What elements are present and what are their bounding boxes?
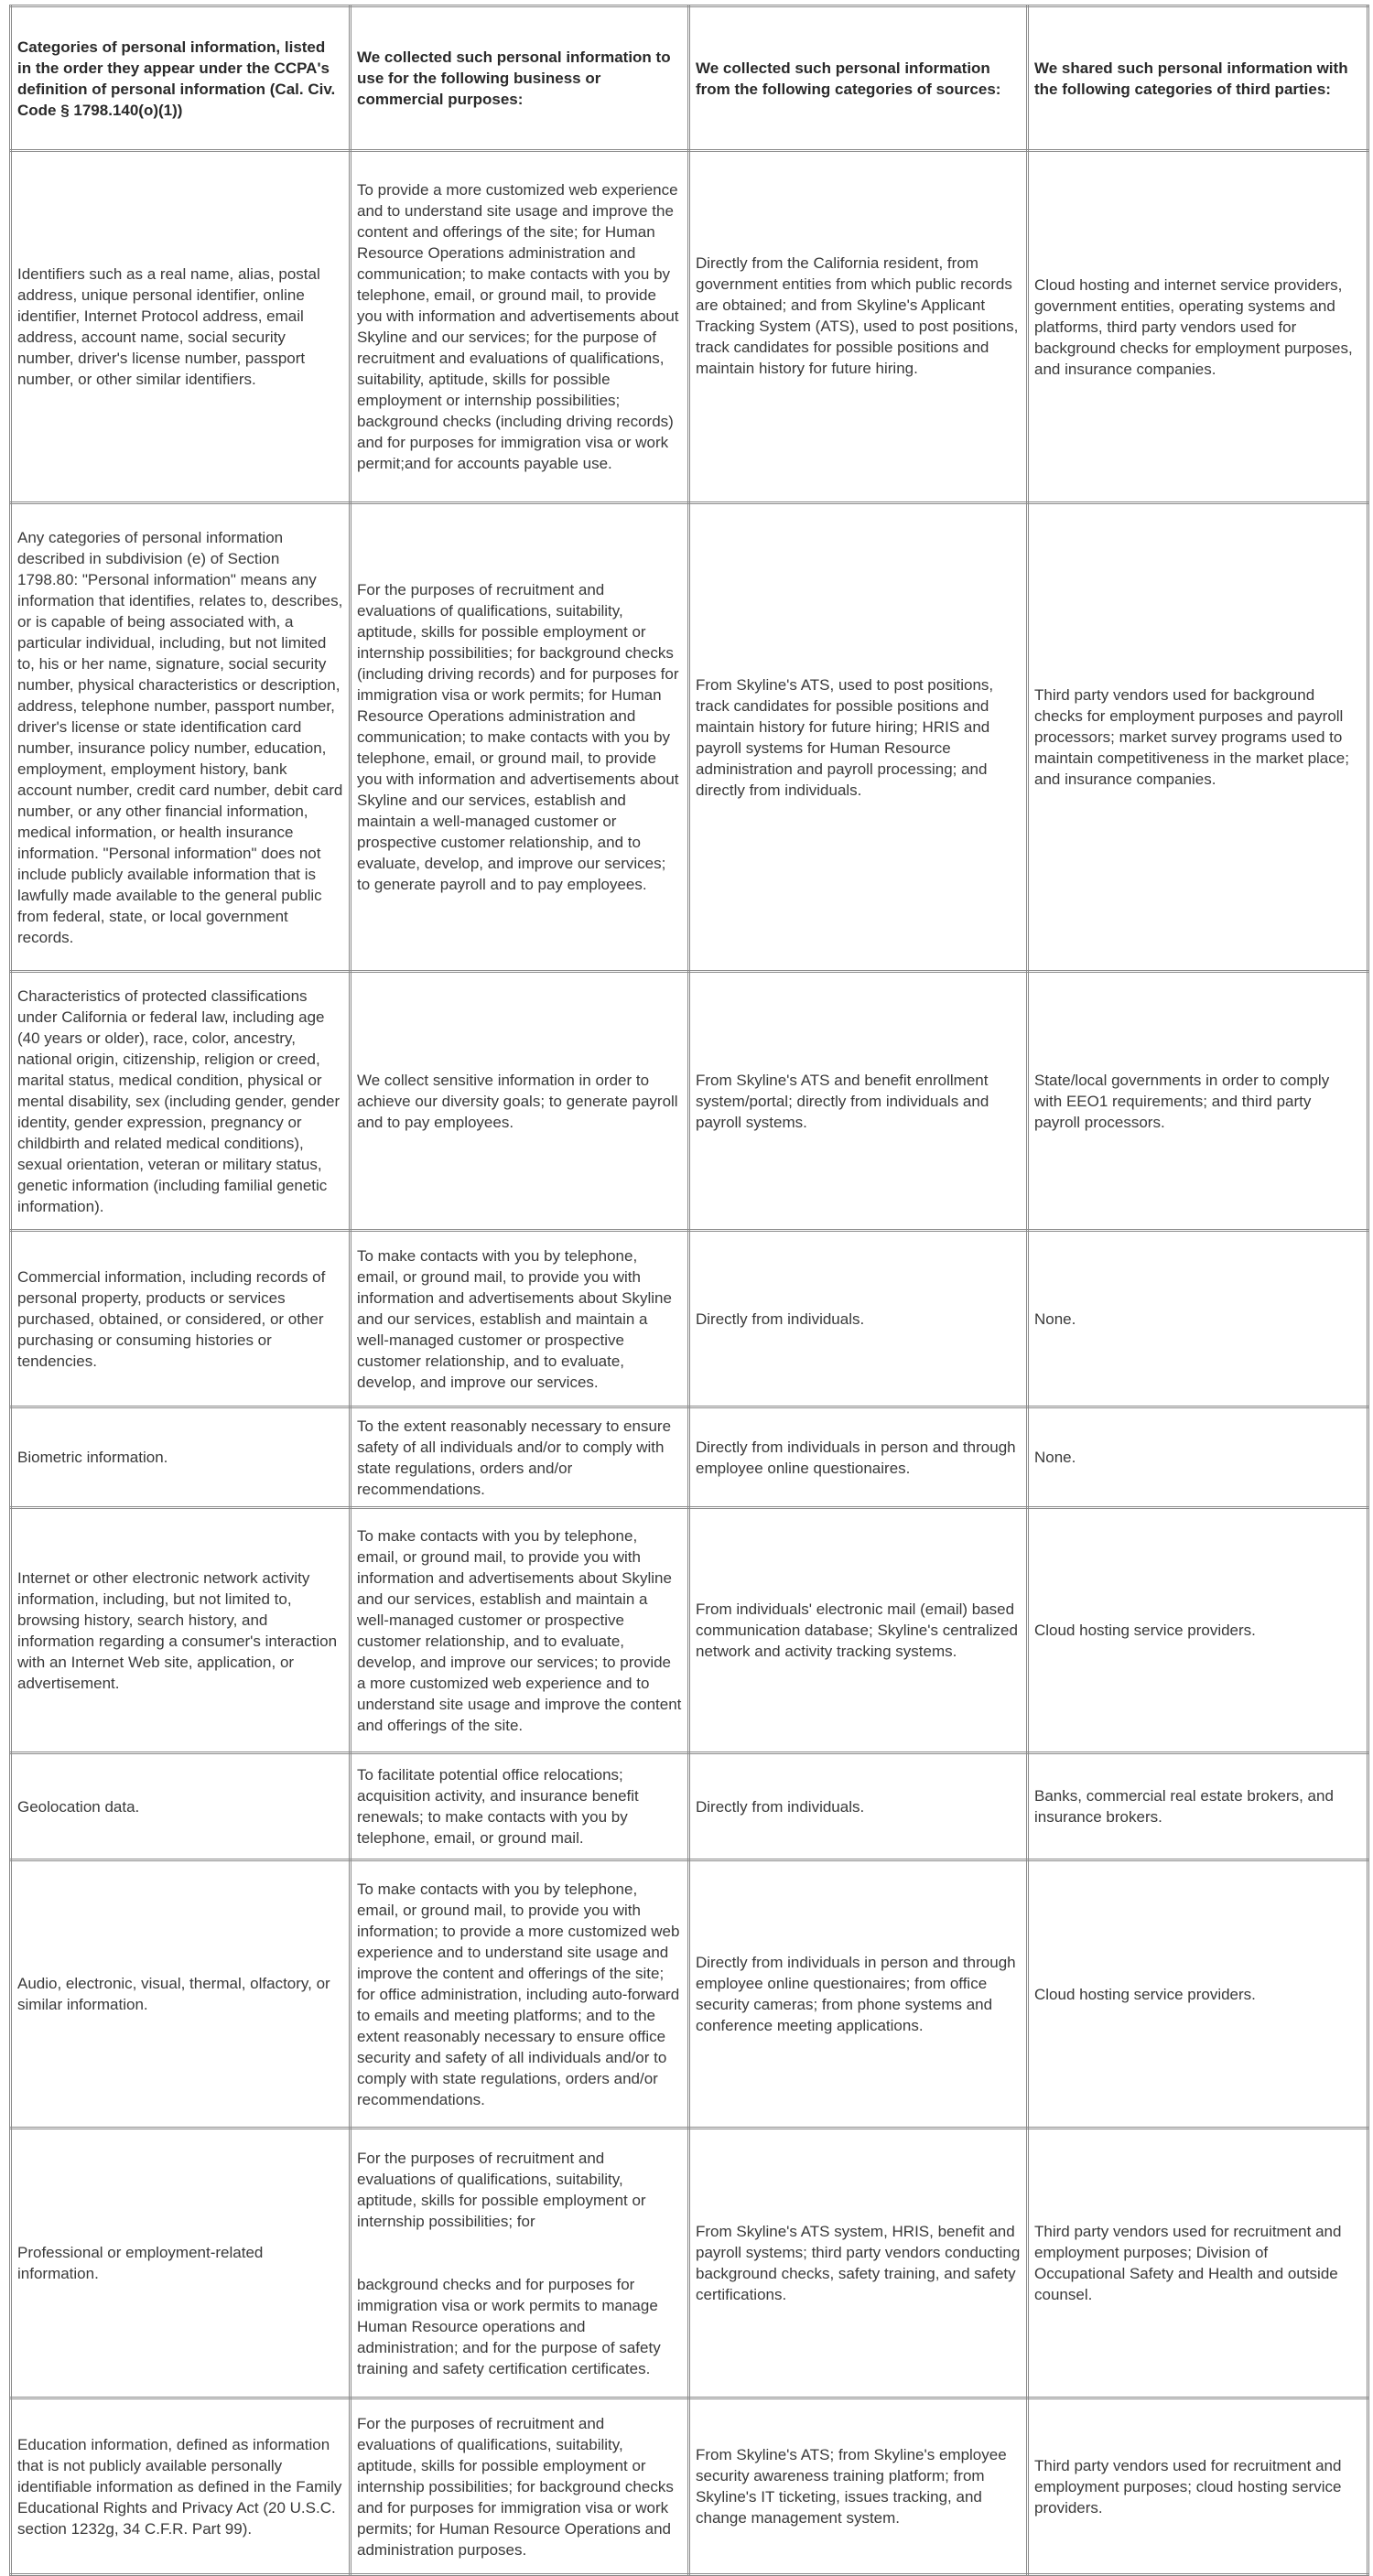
category-cell: Audio, electronic, visual, thermal, olfactory, or similar information. — [11, 1860, 351, 2129]
table-row — [11, 151, 1368, 503]
third-parties-cell: Cloud hosting service providers. — [1028, 1860, 1368, 2129]
table-row — [11, 1860, 1368, 2129]
purposes-cell: To the extent reasonably necessary to ensure safety of all individuals and/or to comply with state regulations, orders and/or recommendations. — [351, 1407, 689, 1508]
third-parties-cell: Third party vendors used for background checks for employment purposes and payroll processors; market survey programs used to maintain competitiveness in the market place; and insurance companies. — [1028, 503, 1368, 972]
purposes-cell: For the purposes of recruitment and evaluations of qualifications, suitability, aptitude, skills for possible employment or internship possibilities; for background checks and for purposes for immigration visa or work permits; for Human Resource Operations and administration purposes. — [351, 2398, 689, 2575]
sources-cell: Directly from individuals in person and through employee online questionaires; from office security cameras; from phone systems and conference meeting applications. — [689, 1860, 1028, 2129]
third-parties-cell: None. — [1028, 1231, 1368, 1407]
sources-cell: From Skyline's ATS system, HRIS, benefit and payroll systems; third party vendors conducting background checks, safety training, and safety certifications. — [689, 2129, 1028, 2398]
category-cell: Commercial information, including records of personal property, products or services purchased, obtained, or considered, or other purchasing or consuming histories or tendencies. — [11, 1231, 351, 1407]
category-cell: Professional or employment-related information. — [11, 2129, 351, 2398]
ccpa-disclosure-table — [9, 5, 1369, 2576]
third-parties-cell: Banks, commercial real estate brokers, and insurance brokers. — [1028, 1753, 1368, 1860]
category-cell: Biometric information. — [11, 1407, 351, 1508]
table-row — [11, 2398, 1368, 2575]
table-row — [11, 1753, 1368, 1860]
purposes-cell: To facilitate potential office relocations; acquisition activity, and insurance benefit renewals; to make contacts with you by telephone, email, or ground mail. — [351, 1753, 689, 1860]
purposes-cell: For the purposes of recruitment and evaluations of qualifications, suitability, aptitude, skills for possible employment or internship possibilities; for background checks (including driving records) and for purposes for immigration visa or work permits; for Human Resource Operations administration and communication; to make contacts with you by telephone, email, or ground mail, to provide you with information and advertisements about Skyline and our services, establish and maintain a well-managed customer or prospective customer relationship, and to evaluate, develop, and improve our services; to generate payroll and to pay employees. — [351, 503, 689, 972]
header-purposes: We collected such personal information to use for the following business or commercial purposes: — [351, 6, 689, 151]
sources-cell: Directly from individuals. — [689, 1753, 1028, 1860]
third-parties-cell: Third party vendors used for recruitment and employment purposes; cloud hosting service providers. — [1028, 2398, 1368, 2575]
header-sources: We collected such personal information from the following categories of sources: — [689, 6, 1028, 151]
purposes-cell — [351, 2129, 689, 2398]
header-row — [11, 6, 1368, 151]
category-cell: Internet or other electronic network activity information, including, but not limited to, browsing history, search history, and information regarding a consumer's interaction with an Internet Web site, application, or advertisement. — [11, 1508, 351, 1753]
third-parties-cell: None. — [1028, 1407, 1368, 1508]
purposes-text-part-2: background checks and for purposes for immigration visa or work permits to manage Human Resource operations and administration; and for the purpose of safety training and safety certification certificates. — [357, 2275, 661, 2377]
table-row — [11, 1231, 1368, 1407]
table-row — [11, 503, 1368, 972]
table-row — [11, 1508, 1368, 1753]
table-row — [11, 972, 1368, 1231]
purposes-cell: To make contacts with you by telephone, email, or ground mail, to provide you with information and advertisements about Skyline and our services, establish and maintain a well-managed customer or prospective customer relationship, and to evaluate, develop, and improve our services. — [351, 1231, 689, 1407]
category-cell: Characteristics of protected classifications under California or federal law, including age (40 years or older), race, color, ancestry, national origin, citizenship, religion or creed, marital status, medical condition, physical or mental disability, sex (including gender, gender identity, gender expression, pregnancy or childbirth and related medical conditions), sexual orientation, veteran or military status, genetic information (including familial genetic information). — [11, 972, 351, 1231]
table-row — [11, 2129, 1368, 2398]
third-parties-cell: Cloud hosting and internet service providers, government entities, operating systems and platforms, third party vendors used for background checks for employment purposes, and insurance companies. — [1028, 151, 1368, 503]
purposes-cell: To make contacts with you by telephone, email, or ground mail, to provide you with information; to provide a more customized web experience and to understand site usage and improve the content and offerings of the site; for office administration, including auto-forward to emails and meeting platforms; and to the extent reasonably necessary to ensure office security and safety of all individuals and/or to comply with state regulations, orders and/or recommendations. — [351, 1860, 689, 2129]
purposes-cell: To provide a more customized web experience and to understand site usage and improve the content and offerings of the site; for Human Resource Operations administration and communication; to make contacts with you by telephone, email, or ground mail, to provide you with information and advertisements about Skyline and our services; for the purpose of recruitment and evaluations of qualifications, suitability, aptitude, skills for possible employment or internship possibilities; background checks (including driving records) and for purposes for immigration visa or work permit;and for accounts payable use. — [351, 151, 689, 503]
table-row — [11, 1407, 1368, 1508]
sources-cell: Directly from individuals. — [689, 1231, 1028, 1407]
third-parties-cell: State/local governments in order to comply with EEO1 requirements; and third party payroll processors. — [1028, 972, 1368, 1231]
sources-cell: From Skyline's ATS; from Skyline's employee security awareness training platform; from Skyline's IT ticketing, issues tracking, and change management system. — [689, 2398, 1028, 2575]
sources-cell: From Skyline's ATS and benefit enrollment system/portal; directly from individuals and payroll systems. — [689, 972, 1028, 1231]
sources-cell: Directly from individuals in person and through employee online questionaires. — [689, 1407, 1028, 1508]
sources-cell: Directly from the California resident, from government entities from which public records are obtained; and from Skyline's Applicant Tracking System (ATS), used to post positions, track candidates for possible positions and maintain history for future hiring. — [689, 151, 1028, 503]
purposes-text-part-1: For the purposes of recruitment and evaluations of qualifications, suitability, aptitude, skills for possible employment or internship possibilities; for — [357, 2149, 646, 2230]
category-cell: Identifiers such as a real name, alias, postal address, unique personal identifier, online identifier, Internet Protocol address, email address, account name, social security number, driver's license number, passport number, or other similar identifiers. — [11, 151, 351, 503]
category-cell: Education information, defined as information that is not publicly available personally identifiable information as defined in the Family Educational Rights and Privacy Act (20 U.S.C. section 1232g, 34 C.F.R. Part 99). — [11, 2398, 351, 2575]
purposes-cell: To make contacts with you by telephone, email, or ground mail, to provide you with information and advertisements about Skyline and our services, establish and maintain a well-managed customer or prospective customer relationship, and to evaluate, develop, and improve our services; to provide a more customized web experience and to understand site usage and improve the content and offerings of the site. — [351, 1508, 689, 1753]
paragraph-gap — [357, 2232, 682, 2274]
third-parties-cell: Third party vendors used for recruitment and employment purposes; Division of Occupational Safety and Health and outside counsel. — [1028, 2129, 1368, 2398]
header-third-parties: We shared such personal information with the following categories of third parties: — [1028, 6, 1368, 151]
sources-cell: From Skyline's ATS, used to post positions, track candidates for possible positions and maintain history for future hiring; HRIS and payroll systems for Human Resource administration and payroll processing; and directly from individuals. — [689, 503, 1028, 972]
purposes-cell: We collect sensitive information in order to achieve our diversity goals; to generate payroll and to pay employees. — [351, 972, 689, 1231]
category-cell: Any categories of personal information described in subdivision (e) of Section 1798.80: "Personal information" means any information that identifies, relates to, describes, or is capable of being associated with, a particular individual, including, but not limited to, his or her name, signature, social security number, physical characteristics or description, address, telephone number, passport number, driver's license or state identification card number, insurance policy number, education, employment, employment history, bank account number, credit card number, debit card number, or any other financial information, medical information, or health insurance information. "Personal information" does not include publicly available information that is lawfully made available to the general public from federal, state, or local government records. — [11, 503, 351, 972]
sources-cell: From individuals' electronic mail (email) based communication database; Skyline's centralized network and activity tracking systems. — [689, 1508, 1028, 1753]
category-cell: Geolocation data. — [11, 1753, 351, 1860]
third-parties-cell: Cloud hosting service providers. — [1028, 1508, 1368, 1753]
header-categories: Categories of personal information, listed in the order they appear under the CCPA's definition of personal information (Cal. Civ. Code § 1798.140(o)(1)) — [11, 6, 351, 151]
